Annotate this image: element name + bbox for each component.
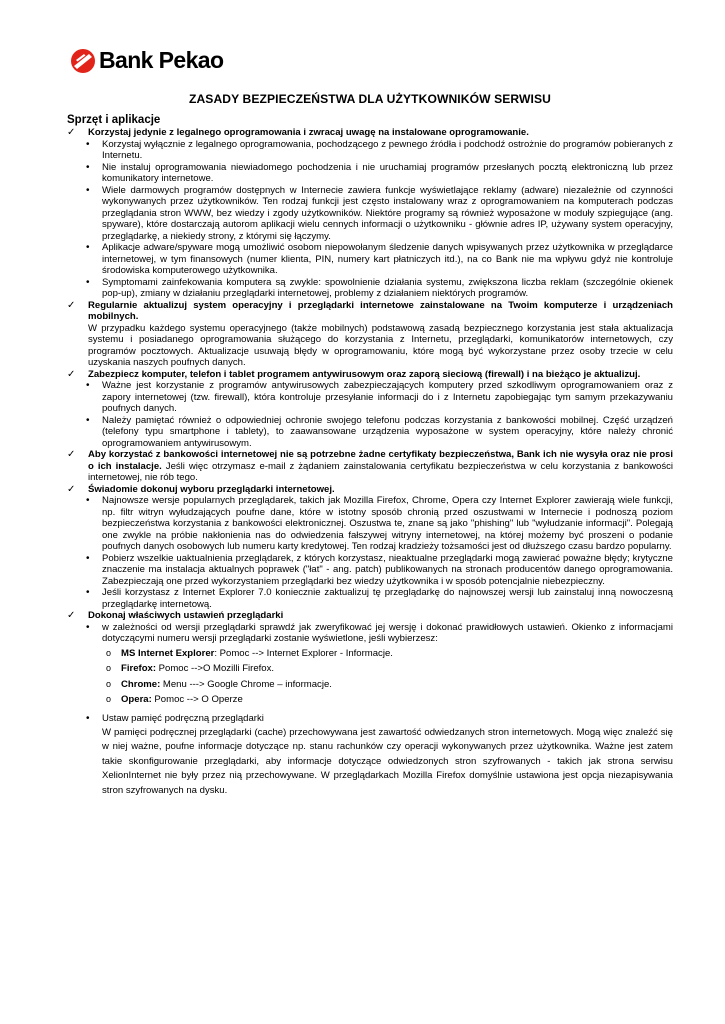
browser-name: MS Internet Explorer	[121, 647, 215, 659]
browser-menu-path: : Pomoc --> Internet Explorer - Informacje.	[214, 647, 393, 659]
section-title: Sprzęt i aplikacje	[67, 114, 161, 126]
checklist-item	[67, 127, 673, 139]
list-item: • Nie instaluj oprogramowania niewiadomego pochodzenia i nie uruchamiaj programów przesłanych pocztą elektroniczną lub przez komunikatory internetowe.	[86, 162, 673, 185]
checklist-item	[67, 449, 673, 484]
checkmark-icon: ✓	[67, 449, 76, 460]
document-page	[67, 92, 673, 798]
item-heading: Aby korzystać z bankowości internetowej nie są potrzebne żadne certyfikaty bezpieczeństwa, Bank ich nie wysyła oraz nie prosi o ich instalacje.	[88, 449, 673, 472]
list-item-text: W pamięci podręcznej przeglądarki (cache) przechowywana jest zawartość odwiedzanych stron internetowych. Mogą więc znaleźć się w niej ważne, poufne informacje dotyczące np. stanu rachunków czy operacji wykonywanych przez użytkownika. Ważne jest zatem takie skonfigurowanie przeglądarki, aby informacje dotyczące odwiedzonych stron szyfrowanych - takich jak strona serwisu XelionInternet nie były przez nią przechowywane. W przeglądarkach Mozilla Firefox domyślnie ustawiona jest opcja niezapisywania stron szyfrowanych na dysku.	[102, 726, 673, 796]
document-title: ZASADY BEZPIECZEŃSTWA DLA UŻYTKOWNIKÓW SERWISU	[188, 92, 552, 106]
sub-list-item	[106, 648, 673, 660]
sub-list-item	[106, 679, 673, 691]
checkmark-icon: ✓	[67, 127, 76, 138]
list-item: • Najnowsze wersje popularnych przeglądarek, takich jak Mozilla Firefox, Chrome, Opera czy Internet Explorer zawierają wiele funkcji, np. filtr witryn wyłudzających poufne dane, które w istotny sposób chronią przed oszustwami w Internecie i podnoszą poziom bezpieczeństwa korzystania z bankowości elektronicznej. Oszustwa te, znane są jako "phishing" lub "wyłudzanie informacji". Polegają one zwykle na próbie nakłonienia nas do odwiedzenia fałszywej witryny internetowej, na której możemy być proszeni o podanie poufnych danych osobowych lub numeru karty kredytowej. Ten rodzaj kradzieży tożsamości jest od dłuższego czasu bardzo popularny.	[86, 495, 673, 553]
bullet-list	[67, 139, 673, 300]
list-item	[86, 622, 673, 706]
item-heading: Świadomie dokonuj wyboru przeglądarki internetowej.	[88, 483, 335, 495]
item-heading: Regularnie aktualizuj system operacyjny i przeglądarki internetowe zainstalowane na Twoim komputerze i urządzeniach mobilnych.	[88, 299, 673, 322]
list-item: • Należy pamiętać również o odpowiedniej ochronie swojego telefonu podczas korzystania z bankowości mobilnej. Część urządzeń (telefony typu smartphone i tablety), to zaawansowane urządzenia wyposażone w system operacyjny, które należy chronić oprogramowaniem antywirusowym.	[86, 415, 673, 450]
sub-list-item	[106, 694, 673, 706]
list-item	[86, 712, 673, 799]
checkmark-icon: ✓	[67, 368, 76, 380]
list-item-title: • Ustaw pamięć podręczną przeglądarki	[102, 712, 264, 724]
document-content	[67, 127, 673, 798]
list-item: • Symptomami zainfekowania komputera są zwykle: spowolnienie działania systemu, zwiększona liczba reklam (szczególnie okienek pop-up), zmiany w działaniu przeglądarki internetowej, problemy z działaniem niektórych programów.	[86, 277, 673, 300]
list-item: • Jeśli korzystasz z Internet Explorer 7.0 koniecznie zaktualizuj tę przeglądarkę do najnowszej wersji lub zainstaluj inną nowoczesną przeglądarkę internetową.	[86, 587, 673, 610]
bullet-list	[67, 380, 673, 449]
sub-list	[102, 648, 673, 706]
checkmark-icon: ✓	[67, 483, 76, 495]
list-item-text: w zależności od wersji przeglądarki sprawdź jak zweryfikować jej wersję i dokonać prawidłowych ustawień. Okienko z informacjami dotyczącymi numeru wersji przeglądarki zostanie wyświetlone, jeśli wybierzesz:	[102, 621, 673, 644]
item-heading: Zabezpiecz komputer, telefon i tablet programem antywirusowym oraz zaporą sieciową (firewall) i na bieżąco je aktualizuj.	[88, 368, 641, 380]
browser-name: Chrome:	[121, 678, 161, 690]
browser-menu-path: Menu ---> Google Chrome – informacje.	[160, 678, 332, 690]
logo-text: Bank Pekao	[99, 47, 224, 73]
bank-pekao-mark-icon	[70, 48, 96, 74]
item-text: W przypadku każdego systemu operacyjnego (także mobilnych) podstawową zasadą bezpiecznego korzystania jest stała aktualizacja systemu i posiadanego oprogramowania służącego do korzystania z Internetu, przeglądarki, komunikatorów internetowych, czy programów pocztowych. Aktualizacje usuwają błędy w oprogramowaniu, które mogą być wykorzystane przez osoby trzecie w celu uzyskania naszych poufnych danych.	[88, 322, 673, 368]
item-text: Jeśli więc otrzymasz e-mail z żądaniem zainstalowania certyfikatu bezpieczeństwa w celu korzystania z bankowości internetowej, nie rób tego.	[88, 460, 673, 483]
checkmark-icon: ✓	[67, 299, 76, 311]
list-item: • Korzystaj wyłącznie z legalnego oprogramowania, pochodzącego z pewnego źródła i podchodź ostrożnie do programów pobieranych z Internetu.	[86, 139, 673, 162]
checklist-item	[67, 300, 673, 369]
browser-menu-path: Pomoc --> O Operze	[151, 694, 243, 705]
checkmark-icon: ✓	[67, 610, 76, 621]
bullet-list	[67, 622, 673, 799]
item-heading: Dokonaj właściwych ustawień przeglądarki	[88, 610, 284, 621]
list-item: • Wiele darmowych programów dostępnych w Internecie zawiera funkcje wyświetlające reklamy (adware) niezależnie od czynności wykonywanych przez użytkowników. Ten rodzaj funkcji jest często instalowany wraz z oprogramowaniem na komputerach podczas przeglądania stron WWW, bez wiedzy i zgody użytkowników. Niektóre programy są również wyposażone w moduły szpiegujące (ang. spyware), które dostarczają autorom aplikacji wielu cennych informacji o użytkowniku - głównie adres IP, używany system operacyjny, przeglądarkę, a niekiedy strony, z którymi się łączymy.	[86, 185, 673, 243]
checklist-item	[67, 484, 673, 496]
browser-menu-path: Pomoc -->O Mozilli Firefox.	[156, 663, 275, 674]
list-item: • Ważne jest korzystanie z programów antywirusowych zabezpieczających komputery przed szkodliwym oprogramowaniem oraz z zapory internetowej (tzw. firewall), która kontroluje przesyłanie informacji do i z Internetu zapobiegając tym samym przekazywaniu poufnych danych.	[86, 380, 673, 415]
bullet-list	[67, 495, 673, 610]
item-heading: Korzystaj jedynie z legalnego oprogramowania i zwracaj uwagę na instalowane oprogramowanie.	[88, 127, 529, 138]
list-item: • Pobierz wszelkie uaktualnienia przeglądarek, z których korzystasz, nieaktualne przeglądarki mogą zawierać poważne błędy; krytyczne znaczenie ma instalacja aktualnych poprawek ("łat" - ang. patch) publikowanych na stronach producentów danego oprogramowania. Zabezpieczają one przed wykorzystaniem przeglądarki bez wiedzy użytkownika i w sposób potencjalnie niebezpieczny.	[86, 553, 673, 588]
checklist-item	[67, 610, 673, 622]
browser-name: Firefox:	[121, 663, 157, 674]
checklist-item	[67, 369, 673, 381]
sub-list-item	[106, 663, 673, 675]
list-item: • Aplikacje adware/spyware mogą umożliwić osobom niepowołanym śledzenie danych wpisywanych przez użytkownika w przeglądarce internetowej, w tym finansowych (numer klienta, PIN, numery kart płatniczych itd.), na co Bank nie ma wpływu gdyż nie kontroluje środowiska komputerowego użytkownika.	[86, 242, 673, 277]
browser-name: Opera:	[121, 694, 152, 705]
bank-pekao-logo	[70, 47, 223, 74]
